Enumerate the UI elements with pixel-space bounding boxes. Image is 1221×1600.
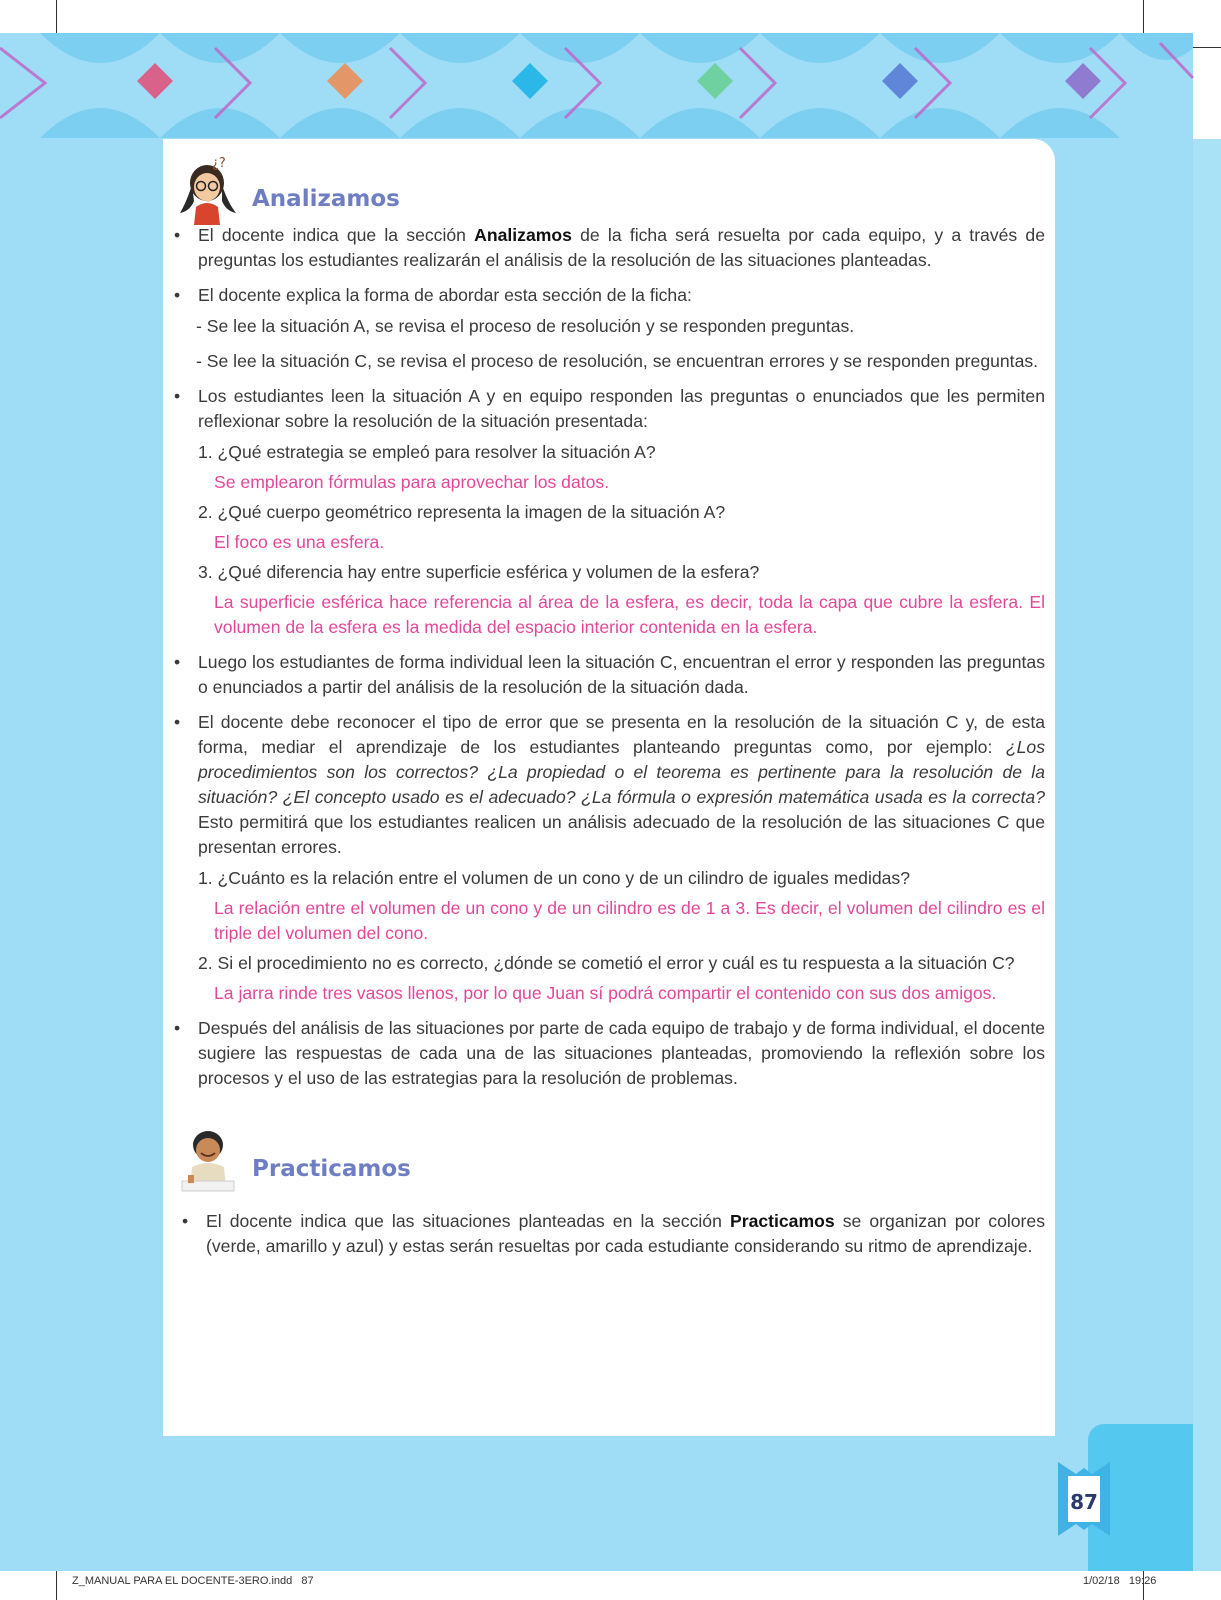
question bbox=[198, 440, 1045, 495]
example-questions: ¿Los procedimientos son los correctos? ¿La propiedad o el teorema es pertinente para la resolución de la situación? ¿El concepto usado es el adecuado? ¿La fórmula o expresión matemática usada es la correcta? bbox=[198, 737, 1045, 807]
analizamos-title: Analizamos bbox=[252, 186, 400, 212]
list-item bbox=[178, 1209, 1045, 1259]
question bbox=[198, 500, 1045, 555]
question-text: 1. ¿Cuánto es la relación entre el volumen de un cono y de un cilindro de iguales medidas? bbox=[198, 868, 911, 888]
thinking-girl-icon bbox=[178, 155, 240, 225]
question-text: 1. ¿Qué estrategia se empleó para resolver la situación A? bbox=[198, 442, 656, 462]
page-number: 87 bbox=[1070, 1490, 1098, 1514]
question-list bbox=[198, 440, 1045, 640]
decorative-pattern-band bbox=[0, 18, 1221, 138]
question-text: 2. Si el procedimiento no es correcto, ¿dónde se cometió el error y cuál es tu respuesta a la situación C? bbox=[198, 953, 1015, 973]
list-item bbox=[170, 384, 1045, 640]
sub-step: - Se lee la situación C, se revisa el proceso de resolución, se encuentran errores y se responden preguntas. bbox=[196, 351, 1039, 371]
item-text-post: Esto permitirá que los estudiantes realicen un análisis adecuado de la resolución de las situaciones C que presentan errores. bbox=[198, 812, 1045, 857]
item-text: se organizan por colores (verde, amarillo y azul) y estas serán resueltas por cada estudiante considerando su ritmo de aprendizaje. bbox=[206, 1211, 1045, 1256]
question-text: 2. ¿Qué cuerpo geométrico representa la imagen de la situación A? bbox=[198, 502, 726, 522]
section-name: Practicamos bbox=[729, 1211, 835, 1231]
list-item: • Después del análisis de las situaciones por parte de cada equipo de trabajo y de forma individual, el docente sugiere las respuestas de cada una de las situaciones planteadas, promoviendo la reflexión sobre los procesos y el uso de las estrategias para la resolución de problemas. bbox=[170, 1016, 1045, 1091]
crop-mark bbox=[56, 1571, 57, 1600]
question-marks: ¿? bbox=[212, 156, 226, 171]
question-list bbox=[198, 866, 1045, 1006]
sub-step: - Se lee la situación A, se revisa el proceso de resolución y se responden preguntas. bbox=[196, 316, 855, 336]
item-text bbox=[198, 710, 1045, 860]
practicamos-title: Practicamos bbox=[252, 1156, 411, 1182]
question-text: 3. ¿Qué diferencia hay entre superficie esférica y volumen de la esfera? bbox=[198, 562, 760, 582]
question bbox=[198, 560, 1045, 640]
list-item bbox=[170, 710, 1045, 1006]
item-text: • El docente explica la forma de abordar esta sección de la ficha: bbox=[198, 285, 692, 305]
footer-filename: Z_MANUAL PARA EL DOCENTE-3ERO.indd 87 bbox=[72, 1575, 314, 1587]
page-number-badge bbox=[1054, 1460, 1114, 1538]
analizamos-list bbox=[170, 223, 1045, 1091]
answer-text: Se emplearon fórmulas para aprovechar los datos. bbox=[214, 472, 610, 492]
list-item: • Luego los estudiantes de forma individual leen la situación C, encuentran el error y responden las preguntas o enunciados a partir del análisis de la resolución de la situación dada. bbox=[170, 650, 1045, 700]
item-text: El docente indica que las situaciones planteadas en la sección bbox=[206, 1211, 730, 1231]
item-text-pre: El docente debe reconocer el tipo de error que se presenta en la resolución de la situación C y, de esta forma, mediar el aprendizaje de los estudiantes planteando preguntas como, por ejemplo: bbox=[198, 712, 1045, 757]
practicamos-list bbox=[178, 1209, 1045, 1259]
right-margin-strip bbox=[1193, 139, 1221, 1571]
item-text: El docente indica que la sección bbox=[198, 225, 475, 245]
question bbox=[198, 866, 1045, 946]
analizamos-header bbox=[170, 155, 1045, 223]
answer-text: La superficie esférica hace referencia al área de la esfera, es decir, toda la capa que cubre la esfera. El volumen de la esfera es la medida del espacio interior contenida en la esfera. bbox=[214, 592, 1045, 637]
answer-text: El foco es una esfera. bbox=[214, 532, 385, 552]
practicamos-header bbox=[170, 1125, 1045, 1193]
item-text: • Los estudiantes leen la situación A y en equipo responden las preguntas o enunciados que les permiten reflexionar sobre la resolución de la situación presentada: bbox=[198, 386, 1045, 431]
section-name: Analizamos bbox=[474, 225, 572, 245]
footer-timestamp: 1/02/18 19:26 bbox=[1083, 1575, 1157, 1587]
answer-text: La jarra rinde tres vasos llenos, por lo que Juan sí podrá compartir el contenido con sus dos amigos. bbox=[214, 983, 997, 1003]
answer-text: La relación entre el volumen de un cono y de un cilindro es de 1 a 3. Es decir, el volumen del cilindro es el triple del volumen del cono. bbox=[214, 898, 1045, 943]
list-item bbox=[170, 283, 1045, 374]
item-text: de la ficha será resuelta por cada equipo, y a través de preguntas los estudiantes realizarán el análisis de la resolución de las situaciones planteadas. bbox=[198, 225, 1045, 270]
question bbox=[198, 951, 1045, 1006]
list-item bbox=[170, 223, 1045, 273]
boy-writing-icon bbox=[178, 1125, 240, 1195]
page-content bbox=[170, 155, 1045, 1269]
